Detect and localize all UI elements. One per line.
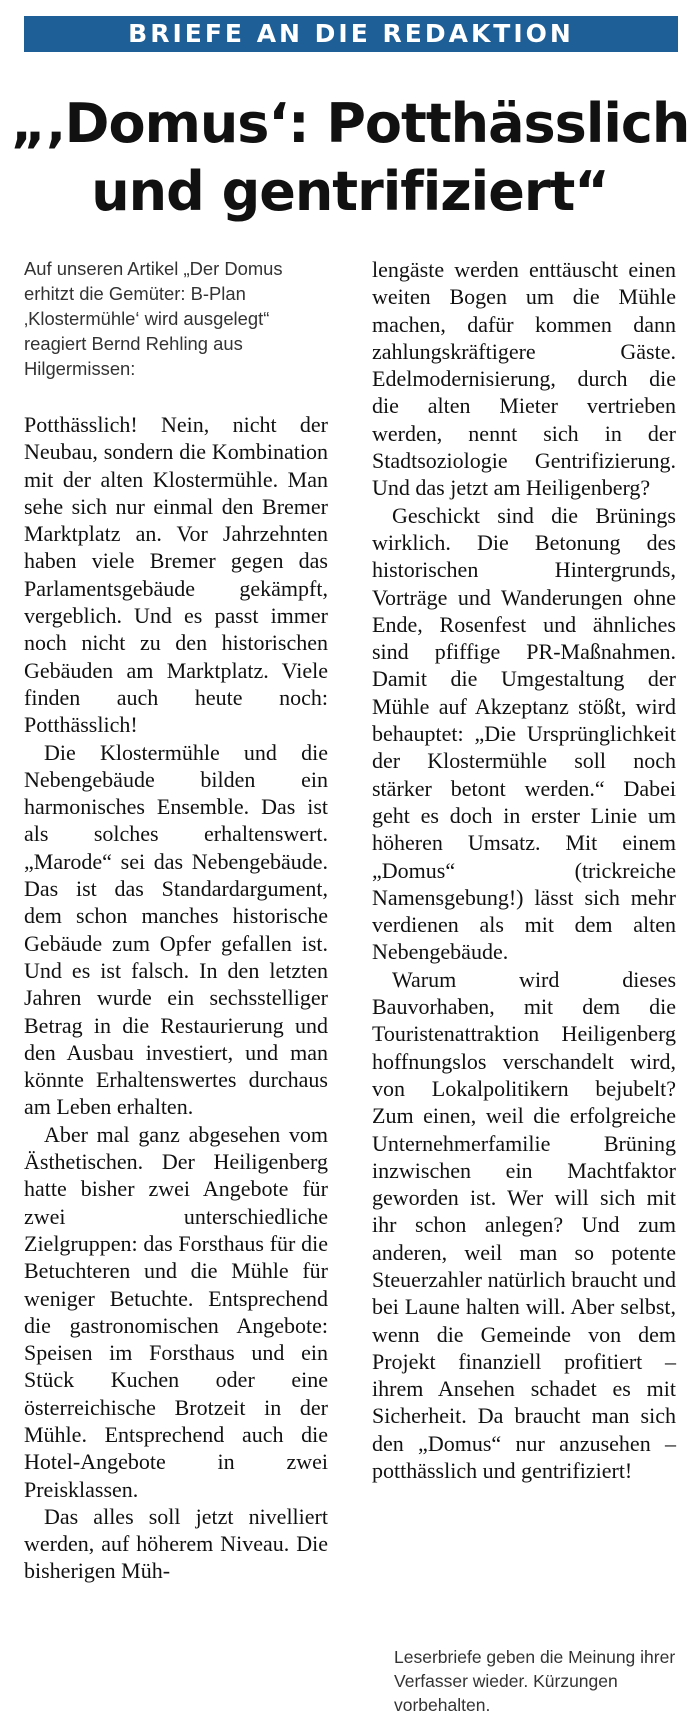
paragraph-4-continued: lengäste werden enttäuscht einen weiten Bogen um die Mühle machen, dafür kommen dann zahlungskräftigere Gäste. Edelmodernisierung, durch die die alten Mieter vertrieben werden, nennt sich in der Stadtsoziologie Gentrifizierung. Und das jetzt am Heiligenberg? (372, 257, 676, 501)
headline-line-1: „‚Domus‘: Potthässlich (10, 92, 690, 155)
section-header (24, 16, 678, 52)
headline-line-2: und gentrifiziert“ (91, 160, 609, 223)
paragraph-2: Die Klostermühle und die Nebengebäude bilden ein harmonisches Ensemble. Das ist als solches erhaltenswert. „Marode“ sei das Nebengebäude. Das ist das Standardargument, dem schon manches historische Gebäude zum Opfer gefallen ist. Und es ist falsch. In den letzten Jahren wurde ein sechsstelliger Betrag in die Restaurierung und den Ausbau investiert, und man könnte Erhaltenswertes durchaus am Leben erhalten. (24, 739, 328, 1120)
paragraph-3: Aber mal ganz abgesehen vom Ästhetischen. Der Heiligenberg hatte bisher zwei Angebote für zwei unterschiedliche Zielgruppen: das Forsthaus für die Betuchteren und die Mühle für weniger Betuchte. Entsprechend die gastronomischen Angebote: Speisen im Forsthaus und ein Stück Kuchen oder eine österreichische Brotzeit in der Mühle. Entsprechend auch die Hotel-Angebote in zwei Preisklassen. (24, 1121, 328, 1502)
headline (0, 90, 700, 226)
paragraph-6: Warum wird dieses Bauvorhaben, mit dem die Touristenattraktion Heiligenberg hoffnungslos verschandelt wird, von Lokalpolitikern bejubelt? Zum einen, weil die erfolgreiche Unternehmerfamilie Brüning inzwischen ein Machtfaktor geworden ist. Wer will sich mit ihr schon anlegen? Und zum anderen, weil man so potente Steuerzahler natürlich braucht und bei Laune halten will. Aber selbst, wenn die Gemeinde von dem Projekt finanziell profitiert – ihrem Ansehen schadet es mit Sicherheit. Da braucht man sich den „Domus“ nur anzusehen – potthässlich und gentrifiziert! (372, 966, 676, 1484)
paragraph-1: Potthässlich! Nein, nicht der Neubau, sondern die Kombination mit der alten Klostermühle. Man sehe sich nur einmal den Bremer Marktplatz an. Vor Jahrzehnten haben viele Bremer gegen das Parlamentsgebäude gekämpft, vergeblich. Und es passt immer noch nicht zu den historischen Gebäuden am Marktplatz. Viele finden auch heute noch: Potthässlich! (24, 412, 328, 738)
paragraph-5: Geschickt sind die Brünings wirklich. Die Betonung des historischen Hintergrunds, Vorträge und Wanderungen ohne Ende, Rosenfest und ähnliches sind pfiffige PR-Maßnahmen. Damit die Umgestaltung der Mühle auf Akzeptanz stößt, wird behauptet: „Die Ursprünglichkeit der Klostermühle soll noch stärker betont werden.“ Dabei geht es doch in erster Linie um höheren Umsatz. Mit einem „Domus“ (trickreiche Namensgebung!) lässt sich mehr verdienen als mit dem alten Nebengebäude. (372, 502, 676, 965)
section-title: BRIEFE AN DIE REDAKTION (128, 19, 574, 48)
left-column (24, 256, 328, 1585)
letter-body-left (24, 411, 328, 1585)
right-column (372, 256, 676, 1484)
editorial-note: Leserbriefe geben die Meinung ihrer Verfasser wieder. Kürzungen vorbehalten. (394, 1647, 676, 1715)
intro-text: Auf unseren Artikel „Der Domus erhitzt die Gemüter: B-Plan ‚Klostermühle‘ wird ausgelegt“ reagiert Bernd Rehling aus Hilgermissen: (24, 258, 283, 379)
paragraph-4-start: Das alles soll jetzt nivelliert werden, auf höherem Niveau. Die bisherigen Müh- (24, 1503, 328, 1584)
letter-body-right (372, 256, 676, 1484)
